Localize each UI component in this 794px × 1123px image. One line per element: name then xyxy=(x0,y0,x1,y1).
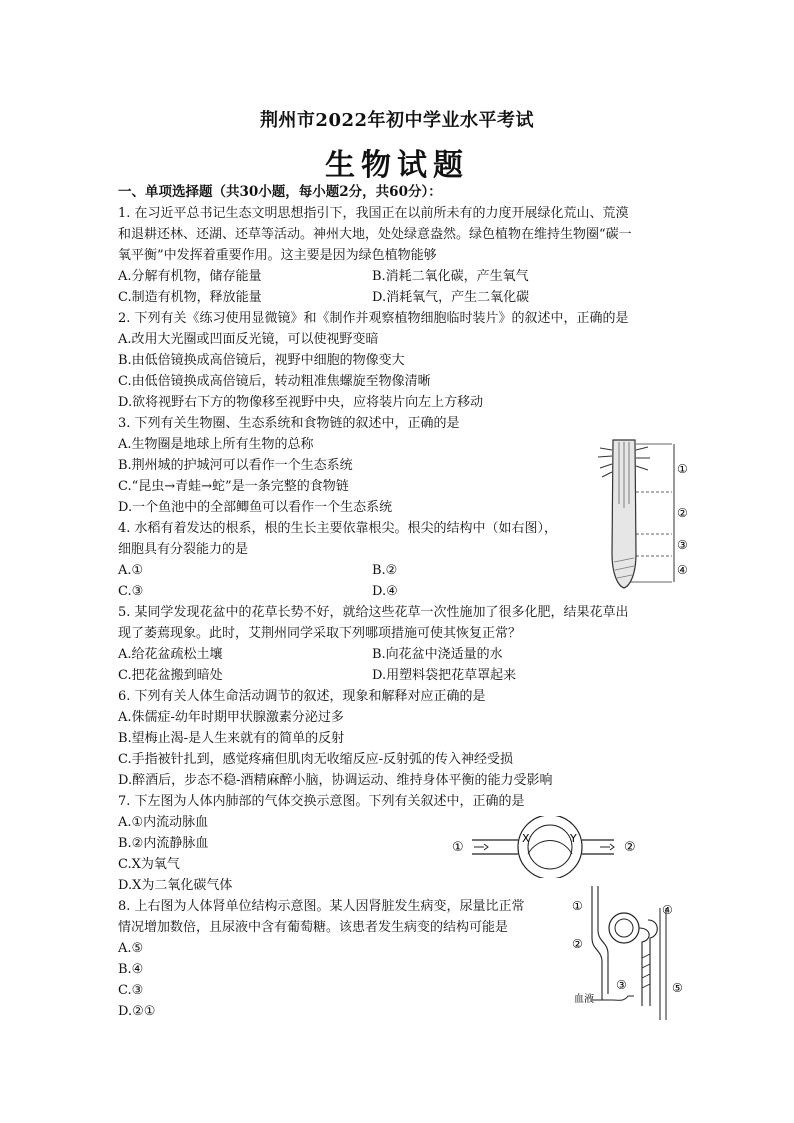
q5-option-d: D.用塑料袋把花草罩起来 xyxy=(372,668,517,683)
q7-option-c: C.X为氧气 xyxy=(118,857,180,872)
q5-option-a: A.给花盆疏松土壤 xyxy=(118,647,223,662)
root-tip-figure xyxy=(586,434,696,592)
q7-option-a: A.①内流动脉血 xyxy=(118,815,209,830)
q7-option-d: D.X为二氧化碳气体 xyxy=(118,878,233,893)
q8-option-b: B.④ xyxy=(118,962,144,977)
nephron-label-5: ⑤ xyxy=(672,981,683,995)
q3-option-d: D.一个鱼池中的全部鲫鱼可以看作一个生态系统 xyxy=(118,500,393,515)
lung-label-in: ① xyxy=(452,840,464,855)
q6-option-c: C.手指被针扎到，感觉疼痛但肌肉无收缩反应-反射弧的传入神经受损 xyxy=(118,752,514,767)
q1-option-c: C.制造有机物，释放能量 xyxy=(118,290,262,305)
q6-option-d: D.醉酒后，步态不稳-酒精麻醉小脑，协调运动、维持身体平衡的能力受影响 xyxy=(118,773,553,788)
q4-stem-line: 4. 水稻有着发达的根系，根的生长主要依靠根尖。根尖的结构中（如右图）， xyxy=(118,521,558,536)
q5-stem-line: 现了萎蔫现象。此时，艾荆州同学采取下列哪项措施可使其恢复正常？ xyxy=(118,626,522,641)
q8-option-d: D.②① xyxy=(118,1004,156,1019)
q5-option-b: B.向花盆中浇适量的水 xyxy=(372,647,503,662)
lung-label-out: ② xyxy=(624,840,636,855)
nephron-label-1: ① xyxy=(572,899,583,913)
q1-stem-line: 和退耕还林、还湖、还草等活动。神州大地，处处绿意盎然。绿色植物在维持生物圈“碳一 xyxy=(118,227,632,242)
q2-option-a: A.改用大光圈或凹面反光镜，可以使视野变暗 xyxy=(118,332,379,347)
section-heading: 一、单项选择题（共30小题，每小题2分，共60分）： xyxy=(118,184,442,200)
q6-option-b: B.望梅止渴-是人生来就有的简单的反射 xyxy=(118,731,345,746)
root-label-2: ② xyxy=(677,506,688,520)
q1-stem-line: 氧平衡”中发挥着重要作用。这主要是因为绿色植物能够 xyxy=(118,248,437,263)
nephron-label-4: ④ xyxy=(662,903,673,917)
subject-title: 生物试题 xyxy=(325,148,469,183)
q7-stem: 7. 下左图为人体内肺部的气体交换示意图。下列有关叙述中，正确的是 xyxy=(118,794,525,809)
q4-option-a: A.① xyxy=(118,563,144,578)
root-label-1: ① xyxy=(677,462,688,476)
q2-stem: 2. 下列有关《练习使用显微镜》和《制作并观察植物细胞临时装片》的叙述中，正确的是 xyxy=(118,311,629,326)
root-label-4: ④ xyxy=(677,563,688,577)
q3-option-b: B.荆州城的护城河可以看作一个生态系统 xyxy=(118,458,353,473)
q5-option-c: C.把花盆搬到暗处 xyxy=(118,668,223,683)
q3-option-a: A.生物圈是地球上所有生物的总称 xyxy=(118,437,314,452)
q1-option-a: A.分解有机物，储存能量 xyxy=(118,269,262,284)
q3-stem: 3. 下列有关生物圈、生态系统和食物链的叙述中，正确的是 xyxy=(118,416,460,431)
q3-option-c: C.“昆虫→青蛙→蛇”是一条完整的食物链 xyxy=(118,479,349,494)
q8-option-c: C.③ xyxy=(118,983,144,998)
q4-option-d: D.④ xyxy=(372,584,398,599)
q5-stem-line: 5. 某同学发现花盆中的花草长势不好，就给这些花草一次性施加了很多化肥，结果花草出 xyxy=(118,605,629,620)
q7-option-b: B.②内流静脉血 xyxy=(118,836,209,851)
lung-label-y: Y xyxy=(570,832,577,845)
nephron-figure xyxy=(572,880,690,1022)
q6-option-a: A.侏儒症-幼年时期甲状腺激素分泌过多 xyxy=(118,710,344,725)
q4-option-c: C.③ xyxy=(118,584,144,599)
q4-stem-line: 细胞具有分裂能力的是 xyxy=(118,542,249,557)
q8-stem-line: 8. 上右图为人体肾单位结构示意图。某人因肾脏发生病变，尿量比正常 xyxy=(118,899,525,914)
nephron-label-3: ③ xyxy=(616,978,627,992)
q1-stem-line: 1. 在习近平总书记生态文明思想指引下，我国正在以前所未有的力度开展绿化荒山、荒漠 xyxy=(118,206,629,221)
q2-option-c: C.由低倍镜换成高倍镜后，转动粗准焦螺旋至物像清晰 xyxy=(118,374,431,389)
root-label-3: ③ xyxy=(677,538,688,552)
q1-option-d: D.消耗氧气，产生二氧化碳 xyxy=(372,290,530,305)
nephron-label-2: ② xyxy=(572,937,583,951)
q1-option-b: B.消耗二氧化碳，产生氧气 xyxy=(372,269,529,284)
exam-title: 荆州市2022年初中学业水平考试 xyxy=(259,110,535,131)
q4-option-b: B.② xyxy=(372,563,398,578)
q2-option-b: B.由低倍镜换成高倍镜后，视野中细胞的物像变大 xyxy=(118,353,405,368)
q6-stem: 6. 下列有关人体生命活动调节的叙述，现象和解释对应正确的是 xyxy=(118,689,486,704)
q2-option-d: D.欲将视野右下方的物像移至视野中央，应将装片向左上方移动 xyxy=(118,395,484,410)
q8-option-a: A.⑤ xyxy=(118,941,144,956)
lung-label-x: X xyxy=(522,832,530,845)
nephron-blood-label: 血液 xyxy=(574,994,594,1005)
q8-stem-line: 情况增加数倍，且尿液中含有葡萄糖。该患者发生病变的结构可能是 xyxy=(118,920,509,935)
lung-exchange-figure xyxy=(450,816,650,878)
